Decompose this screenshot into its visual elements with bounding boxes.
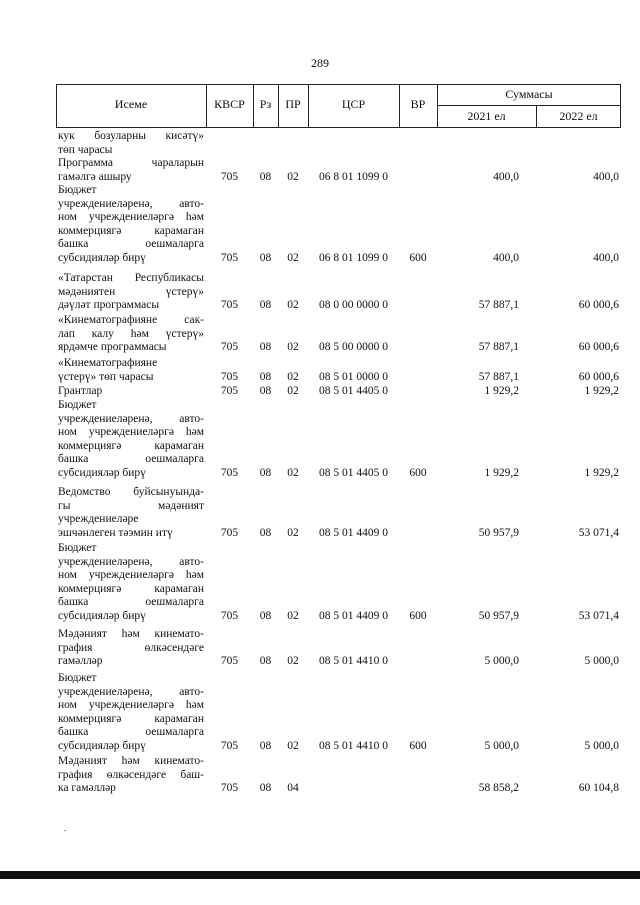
cell-csr: 08 5 00 0000 0 [319, 341, 388, 354]
row-name-line: коммерциягә карамаган [58, 439, 204, 452]
row-name-line: «Кинематографияне сак- [58, 314, 204, 326]
row-name-line: коммерциягә карамаган [58, 582, 204, 595]
row-name-line: ном учреждениеләргә һәм [58, 569, 204, 582]
row-name-line: гы мәдәният [58, 499, 204, 512]
row-name-line: Ведомство буйсынуында- [58, 486, 204, 498]
cell-y2022: 1 929,2 [584, 385, 619, 397]
cell-kvsr: 705 [220, 782, 239, 795]
row-name [58, 755, 204, 796]
cell-rz: 08 [259, 170, 272, 183]
table-row [56, 357, 621, 384]
cell-y2022: 53 071,4 [578, 610, 619, 622]
scan-bottom-bar [0, 871, 640, 879]
row-name-line: башка оешмаларга [58, 726, 204, 739]
row-name [58, 314, 204, 355]
row-name-line: графия өлкәсендәге баш- [58, 768, 204, 781]
table-row [56, 755, 621, 796]
row-name-line: ном учреждениеләргә һәм [58, 426, 204, 439]
cell-rz: 08 [259, 610, 272, 622]
row-name-line: Мәдәният һәм кинемато- [58, 755, 204, 767]
row-name-line: Мәдәният һәм кинемато- [58, 628, 204, 640]
row-name-line: «Татарстан Республикасы [58, 272, 204, 284]
cell-rz: 08 [259, 299, 272, 312]
cell-kvsr: 705 [220, 170, 239, 183]
cell-rz: 08 [259, 526, 272, 539]
cell-pr: 02 [287, 467, 299, 479]
row-name-line: субсидияләр бирү [58, 251, 146, 264]
cell-y2022: 400,0 [593, 170, 619, 183]
row-name-line: учреждениеләренә, авто- [58, 412, 204, 425]
cell-y2021: 57 887,1 [478, 299, 519, 312]
cell-pr: 02 [287, 370, 299, 383]
row-name-line: башка оешмаларга [58, 596, 204, 609]
table-row [56, 628, 621, 669]
table-row [56, 314, 621, 355]
cell-csr: 06 8 01 1099 0 [319, 170, 388, 183]
cell-csr: 08 5 01 4410 0 [319, 740, 388, 752]
cell-csr: 08 5 01 4405 0 [319, 385, 388, 397]
cell-y2022: 5 000,0 [584, 740, 619, 752]
cell-pr: 02 [287, 252, 299, 264]
row-name-line: коммерциягә карамаган [58, 224, 204, 237]
cell-rz: 08 [259, 385, 272, 397]
cell-y2021: 50 957,9 [478, 610, 519, 622]
row-name [58, 672, 204, 754]
cell-y2022: 1 929,2 [584, 467, 619, 479]
cell-kvsr: 705 [220, 740, 239, 752]
cell-rz: 08 [259, 655, 272, 668]
row-name [58, 184, 204, 266]
cell-pr: 04 [287, 782, 299, 795]
row-name-line: учреждениеләре [58, 513, 139, 526]
cell-y2021: 57 887,1 [478, 341, 519, 354]
cell-kvsr: 705 [220, 655, 239, 668]
cell-vr: 600 [409, 467, 427, 479]
cell-kvsr: 705 [220, 467, 239, 479]
row-name-line: башка оешмаларга [58, 453, 204, 466]
row-name-line: гамәлгә ашыру [58, 170, 132, 183]
row-name-line: графия өлкәсендәге [58, 641, 204, 654]
row-name-line: Бюджет [58, 542, 97, 554]
table-row [56, 272, 621, 313]
cell-vr: 600 [409, 610, 427, 622]
cell-kvsr: 705 [220, 299, 239, 312]
cell-rz: 08 [259, 370, 272, 383]
table-row [56, 486, 621, 540]
cell-y2022: 400,0 [593, 252, 619, 264]
row-name-line: учреждениеләренә, авто- [58, 555, 204, 568]
cell-pr: 02 [287, 299, 299, 312]
row-name [58, 357, 204, 384]
cell-rz: 08 [259, 467, 272, 479]
row-name-line: субсидияләр бирү [58, 609, 146, 622]
table-row [56, 157, 621, 184]
cell-y2022: 60 104,8 [578, 782, 619, 795]
row-name-line: кук бозуларны кисәтү» [58, 130, 204, 142]
header-rz: Рз [259, 97, 272, 111]
row-name [58, 399, 204, 481]
cell-y2022: 60 000,6 [578, 341, 619, 354]
cell-csr: 08 5 01 4409 0 [319, 526, 388, 539]
scan-speck [64, 830, 66, 831]
cell-rz: 08 [259, 740, 272, 752]
cell-y2022: 5 000,0 [584, 655, 619, 668]
header-vr: ВР [410, 97, 426, 111]
cell-y2021: 5 000,0 [484, 655, 519, 668]
row-name-line: учреждениеләренә, авто- [58, 685, 204, 698]
header-pr: ПР [285, 97, 301, 111]
cell-rz: 08 [259, 252, 272, 264]
cell-pr: 02 [287, 170, 299, 183]
cell-vr: 600 [409, 252, 427, 264]
header-sums: Суммасы [505, 87, 553, 101]
row-name-line: учреждениеләренә, авто- [58, 197, 204, 210]
cell-kvsr: 705 [220, 526, 239, 539]
row-name [58, 628, 204, 669]
cell-csr: 08 5 01 0000 0 [319, 370, 388, 383]
cell-y2022: 60 000,6 [578, 370, 619, 383]
header-kvsr: КВСР [214, 97, 245, 111]
page-number: 289 [311, 56, 329, 70]
row-name-line: төп чарасы [58, 143, 113, 156]
row-name-line: мәдәниятен үстерү» [58, 285, 204, 298]
cell-csr: 08 5 01 4405 0 [319, 467, 388, 479]
row-name-line: лап калу һәм үстерү» [58, 327, 204, 340]
cell-y2021: 400,0 [493, 170, 519, 183]
cell-y2021: 5 000,0 [484, 740, 519, 752]
row-name-line: ном учреждениеләргә һәм [58, 211, 204, 224]
cell-pr: 02 [287, 740, 299, 752]
row-name-line: гамәлләр [58, 655, 103, 668]
cell-y2021: 1 929,2 [484, 385, 519, 397]
row-name [58, 542, 204, 624]
row-name-line: Бюджет [58, 184, 97, 196]
header-year-2021: 2021 ел [467, 109, 506, 123]
cell-y2021: 58 858,2 [478, 782, 519, 795]
row-name [58, 157, 204, 184]
row-name-line: эшчәнлеген тәэмин итү [58, 526, 173, 539]
row-name-line: дәүләт программасы [58, 299, 160, 312]
table-row [56, 542, 621, 624]
cell-y2021: 400,0 [493, 252, 519, 264]
cell-rz: 08 [259, 782, 272, 795]
cell-csr: 08 5 01 4409 0 [319, 610, 388, 622]
cell-pr: 02 [287, 526, 299, 539]
cell-pr: 02 [287, 655, 299, 668]
table-row [56, 399, 621, 481]
header-csr: ЦСР [341, 97, 366, 111]
row-name-line: ка гамәлләр [58, 782, 116, 795]
cell-y2021: 57 887,1 [478, 370, 519, 383]
row-name-line: Грантлар [58, 385, 103, 397]
row-name-line: ярдәмче программасы [58, 341, 167, 354]
row-name [58, 130, 204, 157]
table-row [56, 184, 621, 266]
row-name-line: үстерү» төп чарасы [58, 370, 154, 383]
header-name: Исеме [114, 97, 148, 111]
cell-y2022: 60 000,6 [578, 299, 619, 312]
cell-pr: 02 [287, 341, 299, 354]
cell-csr: 08 0 00 0000 0 [319, 299, 388, 312]
cell-kvsr: 705 [220, 252, 239, 264]
cell-csr: 08 5 01 4410 0 [319, 655, 388, 668]
row-name-line: субсидияләр бирү [58, 739, 146, 752]
table-header [56, 84, 621, 128]
row-name-line: субсидияләр бирү [58, 466, 146, 479]
table-row [56, 130, 621, 157]
row-name-line: Программа чараларын [58, 157, 204, 169]
row-name-line: Бюджет [58, 399, 97, 411]
row-name-line: Бюджет [58, 672, 97, 684]
table-row [56, 385, 621, 399]
row-name [58, 272, 204, 313]
header-year-2022: 2022 ел [559, 109, 598, 123]
row-name-line: «Кинематографияне [58, 357, 158, 369]
cell-pr: 02 [287, 610, 299, 622]
cell-kvsr: 705 [220, 610, 239, 622]
cell-rz: 08 [259, 341, 272, 354]
cell-kvsr: 705 [220, 370, 239, 383]
table-row [56, 672, 621, 754]
cell-y2021: 1 929,2 [484, 467, 519, 479]
cell-kvsr: 705 [220, 385, 239, 397]
row-name [58, 486, 204, 540]
cell-y2022: 53 071,4 [578, 526, 619, 539]
cell-vr: 600 [409, 740, 427, 752]
row-name-line: коммерциягә карамаган [58, 712, 204, 725]
cell-kvsr: 705 [220, 341, 239, 354]
row-name [58, 385, 204, 399]
row-name-line: башка оешмаларга [58, 238, 204, 251]
cell-csr: 06 8 01 1099 0 [319, 252, 388, 264]
row-name-line: ном учреждениеләргә һәм [58, 699, 204, 712]
cell-pr: 02 [287, 385, 299, 397]
cell-y2021: 50 957,9 [478, 526, 519, 539]
